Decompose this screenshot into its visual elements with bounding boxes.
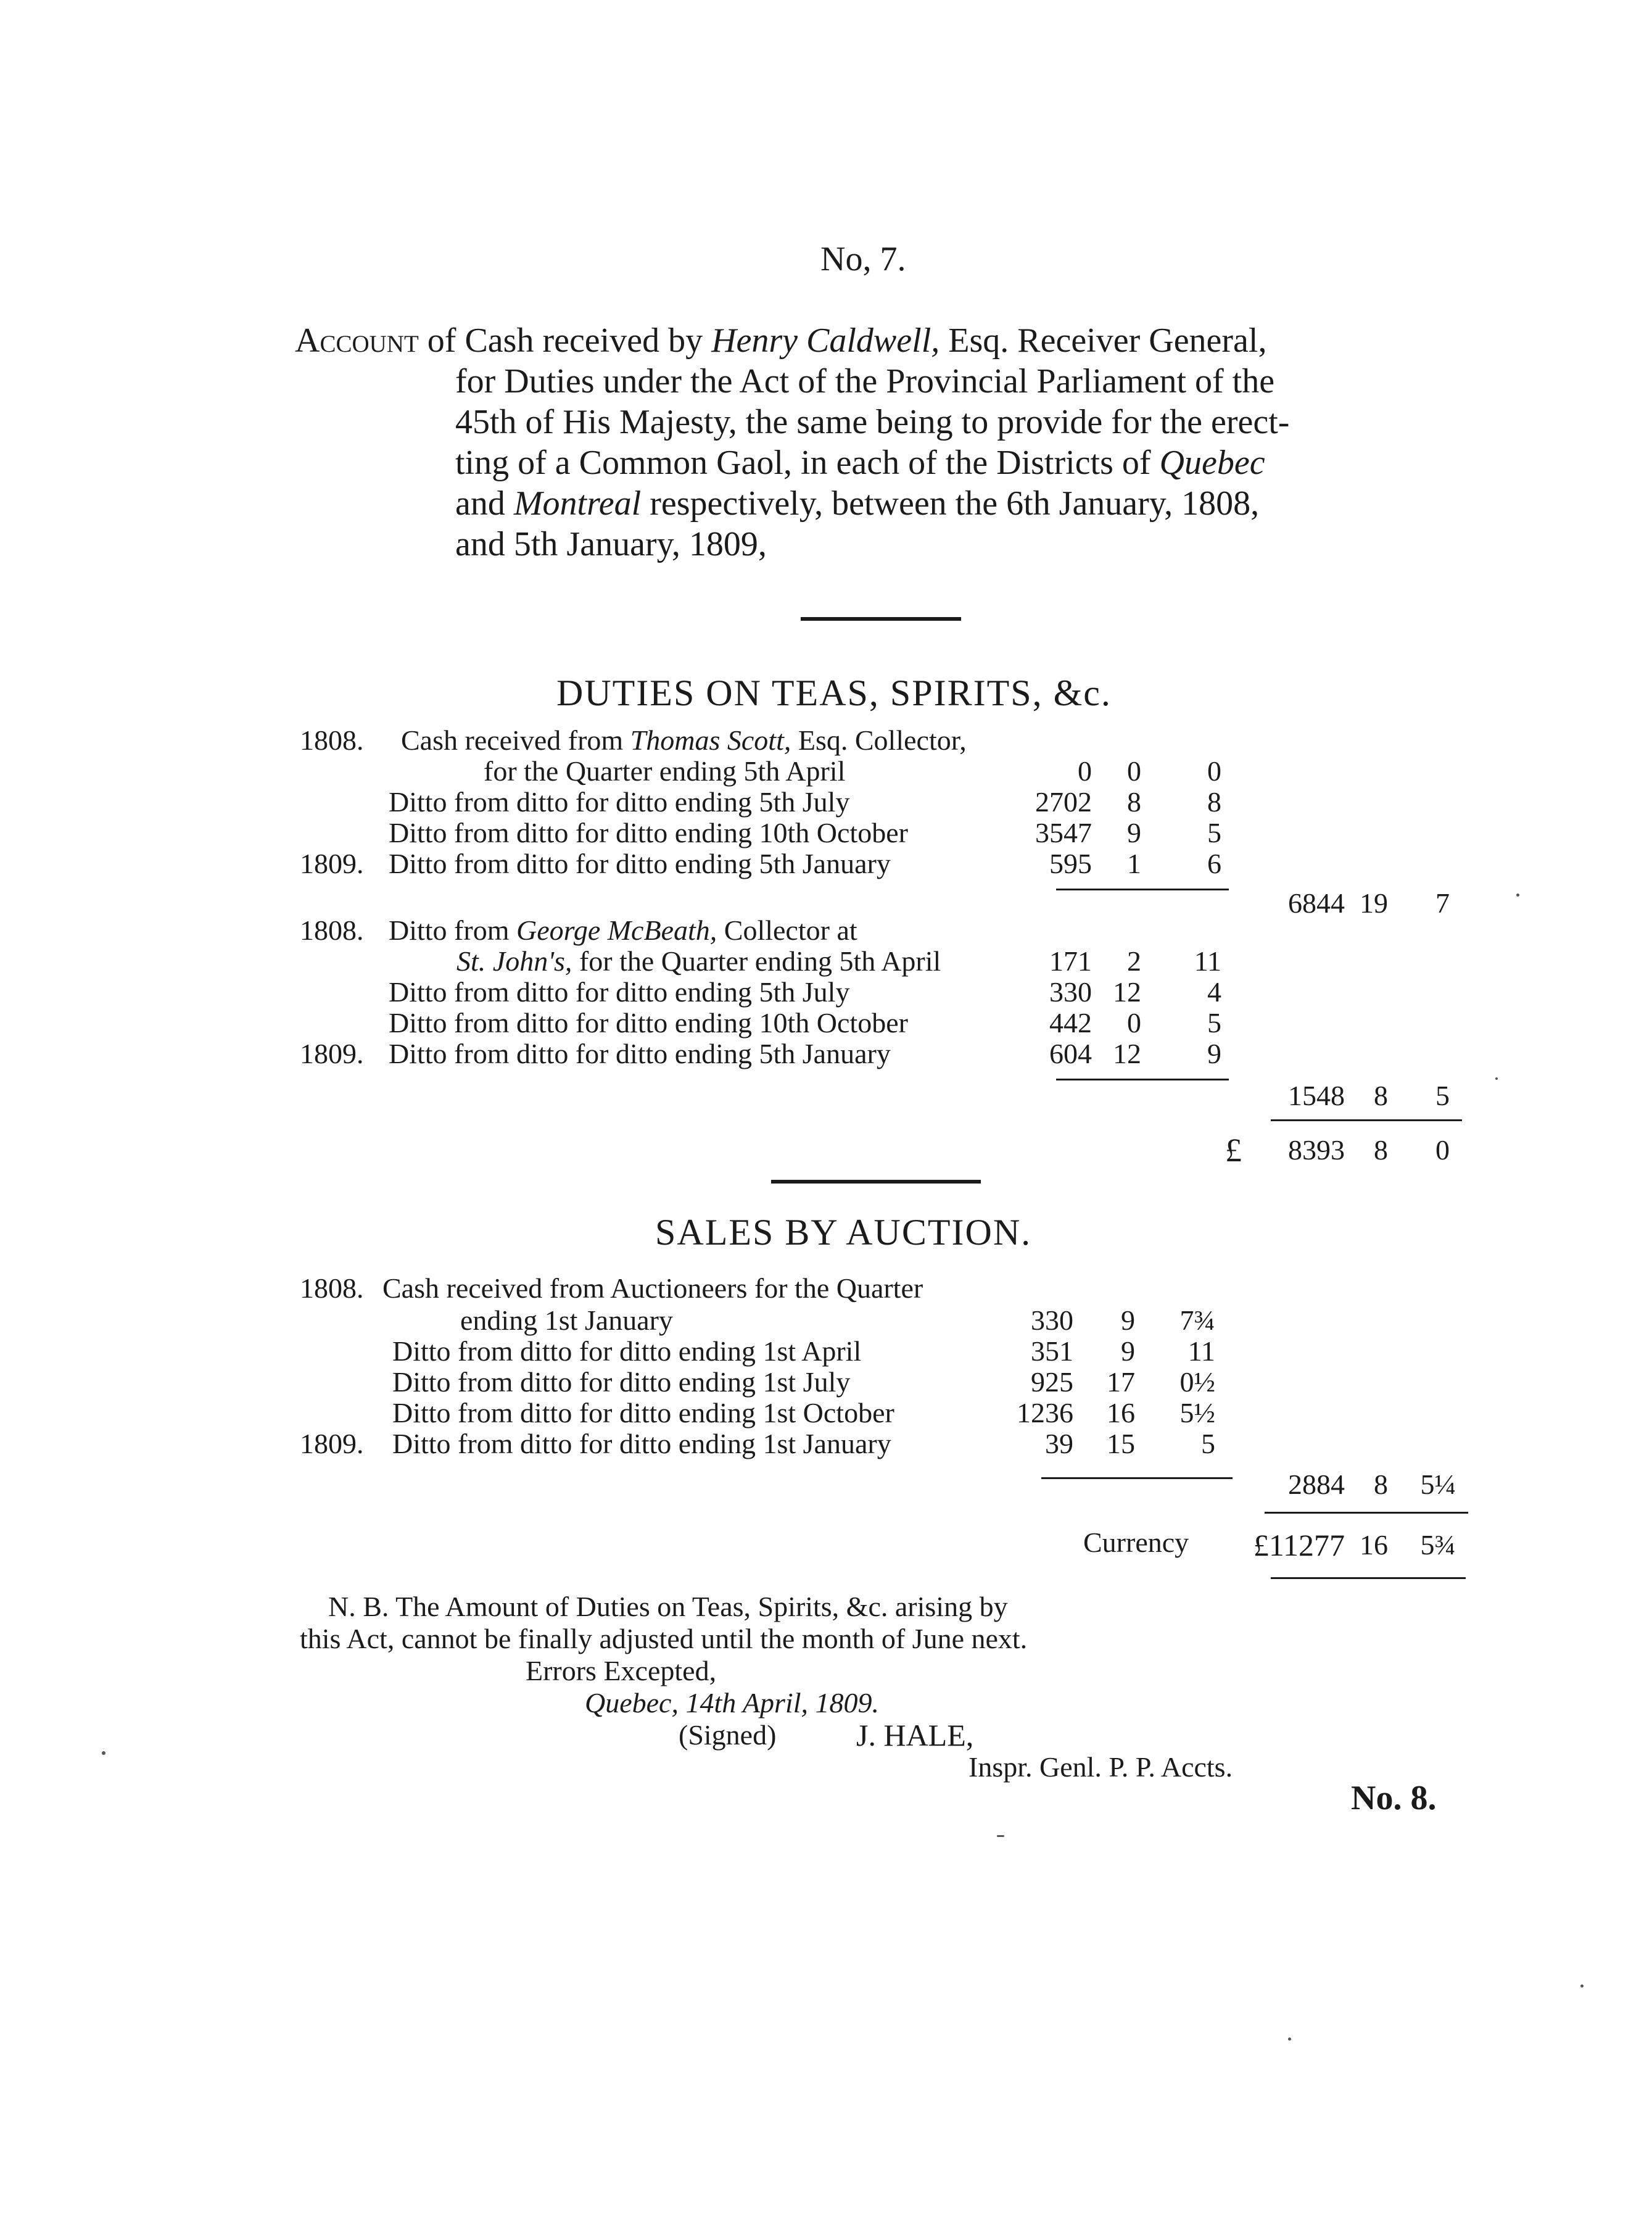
amount-pence: 8 <box>1207 786 1221 818</box>
amount-pounds: 442 <box>1049 1007 1092 1039</box>
total-pounds: 8393 <box>1288 1134 1345 1166</box>
account-line-2: for Duties under the Act of the Provincial Parliament of the <box>455 362 1275 400</box>
teas-group2-intro <box>389 913 857 948</box>
year-label: 1808. <box>300 724 364 756</box>
amount-shillings: 2 <box>1127 945 1141 977</box>
intro-text: Cash received from <box>401 724 630 756</box>
amount-pence: 5½ <box>1179 1397 1215 1428</box>
subtotal-rule <box>1056 1079 1229 1080</box>
amount-pounds: 351 <box>1031 1335 1073 1367</box>
dated: Quebec, 14th April, 1809. <box>585 1687 879 1719</box>
pound-sign: £ <box>1225 1132 1242 1169</box>
errors-excepted: Errors Excepted, <box>526 1655 717 1686</box>
amount-pounds: 3547 <box>1035 817 1092 848</box>
signed-label: (Signed) <box>679 1719 777 1751</box>
amount-pounds: 330 <box>1049 976 1092 1008</box>
amount-pence: 4 <box>1207 976 1221 1008</box>
receiver-name: Henry Caldwell, <box>711 321 940 360</box>
amount-pence: 0½ <box>1179 1366 1215 1398</box>
subtotal-pounds: 1548 <box>1288 1080 1345 1111</box>
intro-text: Collector at <box>717 914 857 946</box>
amount-shillings: 9 <box>1127 817 1141 848</box>
account-text: ting of a Common Gaol, in each of the Districts of <box>455 444 1160 482</box>
amount-pounds: 604 <box>1049 1038 1092 1069</box>
account-lead: Account <box>295 321 419 360</box>
total-rule <box>1271 1119 1462 1121</box>
place-montreal: Montreal <box>513 484 642 523</box>
entry-text: ending 1st January <box>460 1304 673 1336</box>
auction-heading: SALES BY AUCTION. <box>655 1212 1032 1253</box>
subtotal-pence: 5 <box>1435 1080 1450 1111</box>
entry-text: Ditto from ditto for ditto ending 1st January <box>392 1428 891 1459</box>
entry-text: Ditto from ditto for ditto ending 5th January <box>389 848 891 879</box>
amount-shillings: 12 <box>1113 976 1141 1008</box>
year-label: 1809. <box>300 1428 364 1459</box>
entry-text: for the Quarter ending 5th April <box>484 755 846 787</box>
subtotal-shillings: 8 <box>1374 1469 1388 1500</box>
currency-pence: 5¾ <box>1420 1529 1456 1561</box>
subtotal-rule <box>1041 1477 1233 1479</box>
amount-pounds: 171 <box>1049 945 1092 977</box>
scan-speck <box>1495 1077 1498 1080</box>
account-line-3: 45th of His Majesty, the same being to provide for the erect- <box>455 403 1290 441</box>
amount-shillings: 0 <box>1127 1007 1141 1039</box>
entry-text: Ditto from ditto for ditto ending 10th October <box>389 817 908 848</box>
next-page-number: No. 8. <box>1351 1779 1437 1817</box>
subtotal-pence: 5¼ <box>1420 1469 1456 1500</box>
subtotal-shillings: 19 <box>1360 887 1388 919</box>
intro-text: Esq. Collector, <box>791 724 967 756</box>
page-number: No, 7. <box>820 240 906 278</box>
place-st-johns: St. John's, <box>456 945 572 977</box>
amount-pounds: 2702 <box>1035 786 1092 818</box>
amount-pence: 5 <box>1201 1428 1215 1459</box>
teas-group1-intro <box>401 723 967 758</box>
amount-shillings: 12 <box>1113 1038 1141 1069</box>
amount-pence: 5 <box>1207 1007 1221 1039</box>
amount-shillings: 15 <box>1107 1428 1135 1459</box>
subtotal-shillings: 8 <box>1374 1080 1388 1111</box>
amount-pounds: 330 <box>1031 1304 1073 1336</box>
year-label: 1808. <box>300 914 364 946</box>
scan-speck <box>997 1835 1004 1837</box>
account-text: of Cash received by <box>418 321 712 360</box>
entry-text: Ditto from ditto for ditto ending 1st October <box>392 1397 894 1428</box>
entry-text: Ditto from ditto for ditto ending 1st April <box>392 1335 862 1367</box>
total-rule <box>1265 1512 1468 1514</box>
amount-shillings: 9 <box>1121 1304 1135 1336</box>
account-line-5 <box>455 484 1259 523</box>
currency-label: Currency <box>1083 1527 1189 1558</box>
section-divider <box>801 617 961 621</box>
total-shillings: 8 <box>1374 1134 1388 1166</box>
collector-name: Thomas Scott, <box>630 724 791 756</box>
signatory-title: Inspr. Genl. P. P. Accts. <box>968 1751 1233 1783</box>
scan-speck <box>1288 2038 1291 2041</box>
currency-double-rule <box>1271 1577 1466 1579</box>
auction-intro: Cash received from Auctioneers for the Quarter <box>382 1272 923 1304</box>
section-divider <box>771 1180 981 1184</box>
entry-text: Ditto from ditto for ditto ending 5th July <box>389 976 850 1008</box>
note-line-2: this Act, cannot be finally adjusted until the month of June next. <box>300 1623 1028 1654</box>
subtotal-rule <box>1056 889 1229 890</box>
entry-text <box>456 944 941 979</box>
amount-pence: 11 <box>1194 945 1221 977</box>
amount-shillings: 17 <box>1107 1366 1135 1398</box>
entry-text: Ditto from ditto for ditto ending 5th July <box>389 786 850 818</box>
amount-pounds: 0 <box>1078 755 1092 787</box>
entry-text-rest: for the Quarter ending 5th April <box>572 945 941 977</box>
account-line-6: and 5th January, 1809, <box>455 525 767 563</box>
amount-shillings: 8 <box>1127 786 1141 818</box>
amount-pounds: 1236 <box>1017 1397 1073 1428</box>
scan-speck <box>1580 1984 1584 1988</box>
account-text: respectively, between the 6th January, 1808, <box>641 484 1260 523</box>
subtotal-pence: 7 <box>1435 887 1450 919</box>
amount-pence: 6 <box>1207 848 1221 879</box>
intro-text: Ditto from <box>389 914 516 946</box>
amount-shillings: 1 <box>1127 848 1141 879</box>
entry-text: Ditto from ditto for ditto ending 5th January <box>389 1038 891 1069</box>
amount-shillings: 9 <box>1121 1335 1135 1367</box>
entry-text: Ditto from ditto for ditto ending 10th October <box>389 1007 908 1039</box>
currency-pounds: £11277 <box>1253 1528 1345 1562</box>
collector-name: George McBeath, <box>516 914 717 946</box>
amount-pounds: 925 <box>1031 1366 1073 1398</box>
scan-speck <box>102 1751 105 1755</box>
account-line-1 <box>295 321 1266 360</box>
amount-pounds: 595 <box>1049 848 1092 879</box>
note-line-1: N. B. The Amount of Duties on Teas, Spirits, &c. arising by <box>328 1591 1008 1622</box>
scan-speck <box>1516 893 1519 897</box>
year-label: 1809. <box>300 848 364 879</box>
amount-pence: 11 <box>1187 1335 1215 1367</box>
amount-pence: 9 <box>1207 1038 1221 1069</box>
year-label: 1809. <box>300 1038 364 1069</box>
subtotal-pounds: 2884 <box>1288 1469 1345 1500</box>
account-text: Esq. Receiver General, <box>940 321 1267 360</box>
account-line-4 <box>455 443 1265 483</box>
amount-pence: 5 <box>1207 817 1221 848</box>
amount-pounds: 39 <box>1045 1428 1073 1459</box>
teas-heading: DUTIES ON TEAS, SPIRITS, &c. <box>556 673 1112 713</box>
amount-shillings: 0 <box>1127 755 1141 787</box>
entry-text: Ditto from ditto for ditto ending 1st July <box>392 1366 851 1398</box>
account-text: and <box>455 484 514 523</box>
amount-pence: 0 <box>1207 755 1221 787</box>
amount-shillings: 16 <box>1107 1397 1135 1428</box>
currency-shillings: 16 <box>1360 1529 1388 1561</box>
total-pence: 0 <box>1435 1134 1450 1166</box>
subtotal-pounds: 6844 <box>1288 887 1345 919</box>
year-label: 1808. <box>300 1272 364 1304</box>
place-quebec: Quebec <box>1159 444 1265 482</box>
signatory-name: J. HALE, <box>856 1718 974 1752</box>
amount-pence: 7¾ <box>1179 1304 1215 1336</box>
